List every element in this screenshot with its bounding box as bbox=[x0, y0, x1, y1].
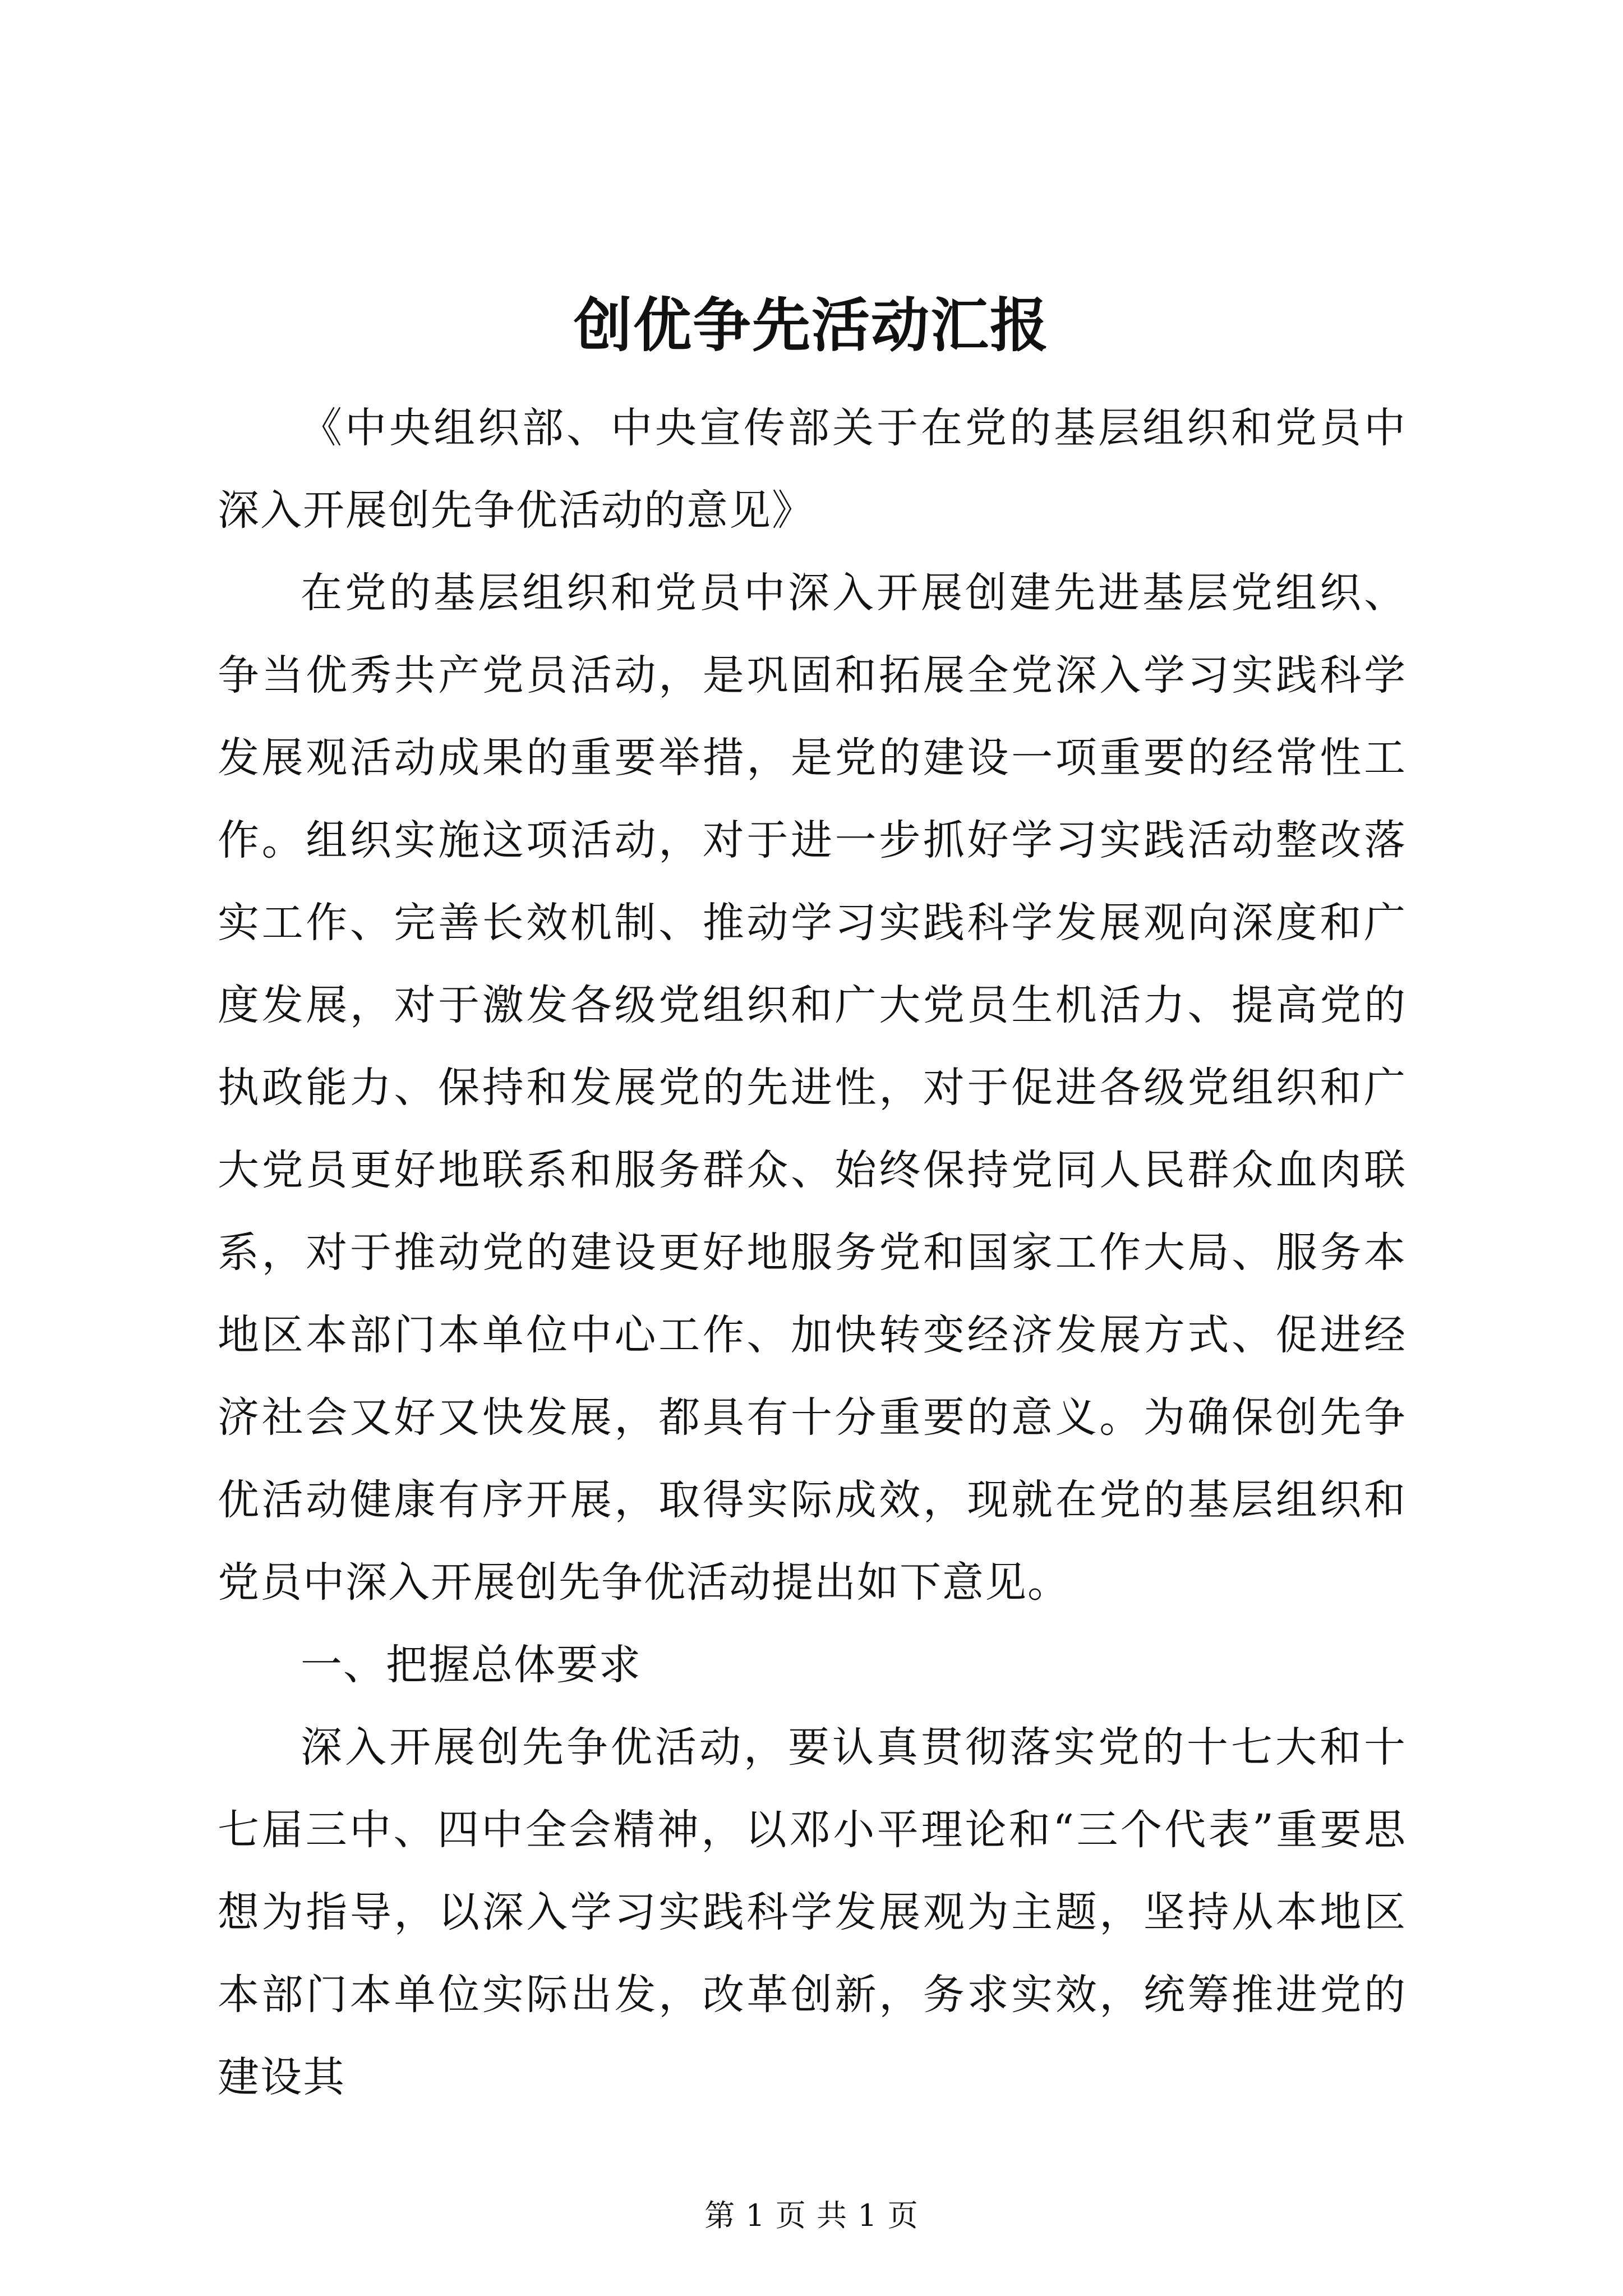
document-body bbox=[218, 387, 1407, 2119]
section-heading-overall-requirements: 一、把握总体要求 bbox=[301, 1641, 642, 1689]
page-number-footer: 第 1 页 共 1 页 bbox=[704, 2198, 919, 2233]
document-title: 创优争先活动汇报 bbox=[573, 291, 1049, 360]
paragraph-intro: 在党的基层组织和党员中深入开展创建先进基层党组织、争当优秀共产党员活动，是巩固和拓展全党深入学习实践科学发展观活动成果的重要举措，是党的建设一项重要的经常性工作。组织实施这项活动，对于进一步抓好学习实践活动整改落实工作、完善长效机制、推动学习实践科学发展观向深度和广度发展，对于激发各级党组织和广大党员生机活力、提高党的执政能力、保持和发展党的先进性，对于促进各级党组织和广大党员更好地联系和服务群众、始终保持党同人民群众血肉联系，对于推动党的建设更好地服务党和国家工作大局、服务本地区本部门本单位中心工作、加快转变经济发展方式、促进经济社会又好又快发展，都具有十分重要的意义。为确保创先争优活动健康有序开展，取得实际成效，现就在党的基层组织和党员中深入开展创先争优活动提出如下意见。 bbox=[218, 569, 1407, 1607]
paragraph-overall-requirements: 深入开展创先争优活动，要认真贯彻落实党的十七大和十七届三中、四中全会精神，以邓小平理论和“三个代表”重要思想为指导，以深入学习实践科学发展观为主题，坚持从本地区本部门本单位实际出发，改革创新，务求实效，统筹推进党的建设其 bbox=[218, 1723, 1407, 2101]
paragraph-opinion-title: 《中央组织部、中央宣传部关于在党的基层组织和党员中深入开展创先争优活动的意见》 bbox=[218, 404, 1407, 535]
